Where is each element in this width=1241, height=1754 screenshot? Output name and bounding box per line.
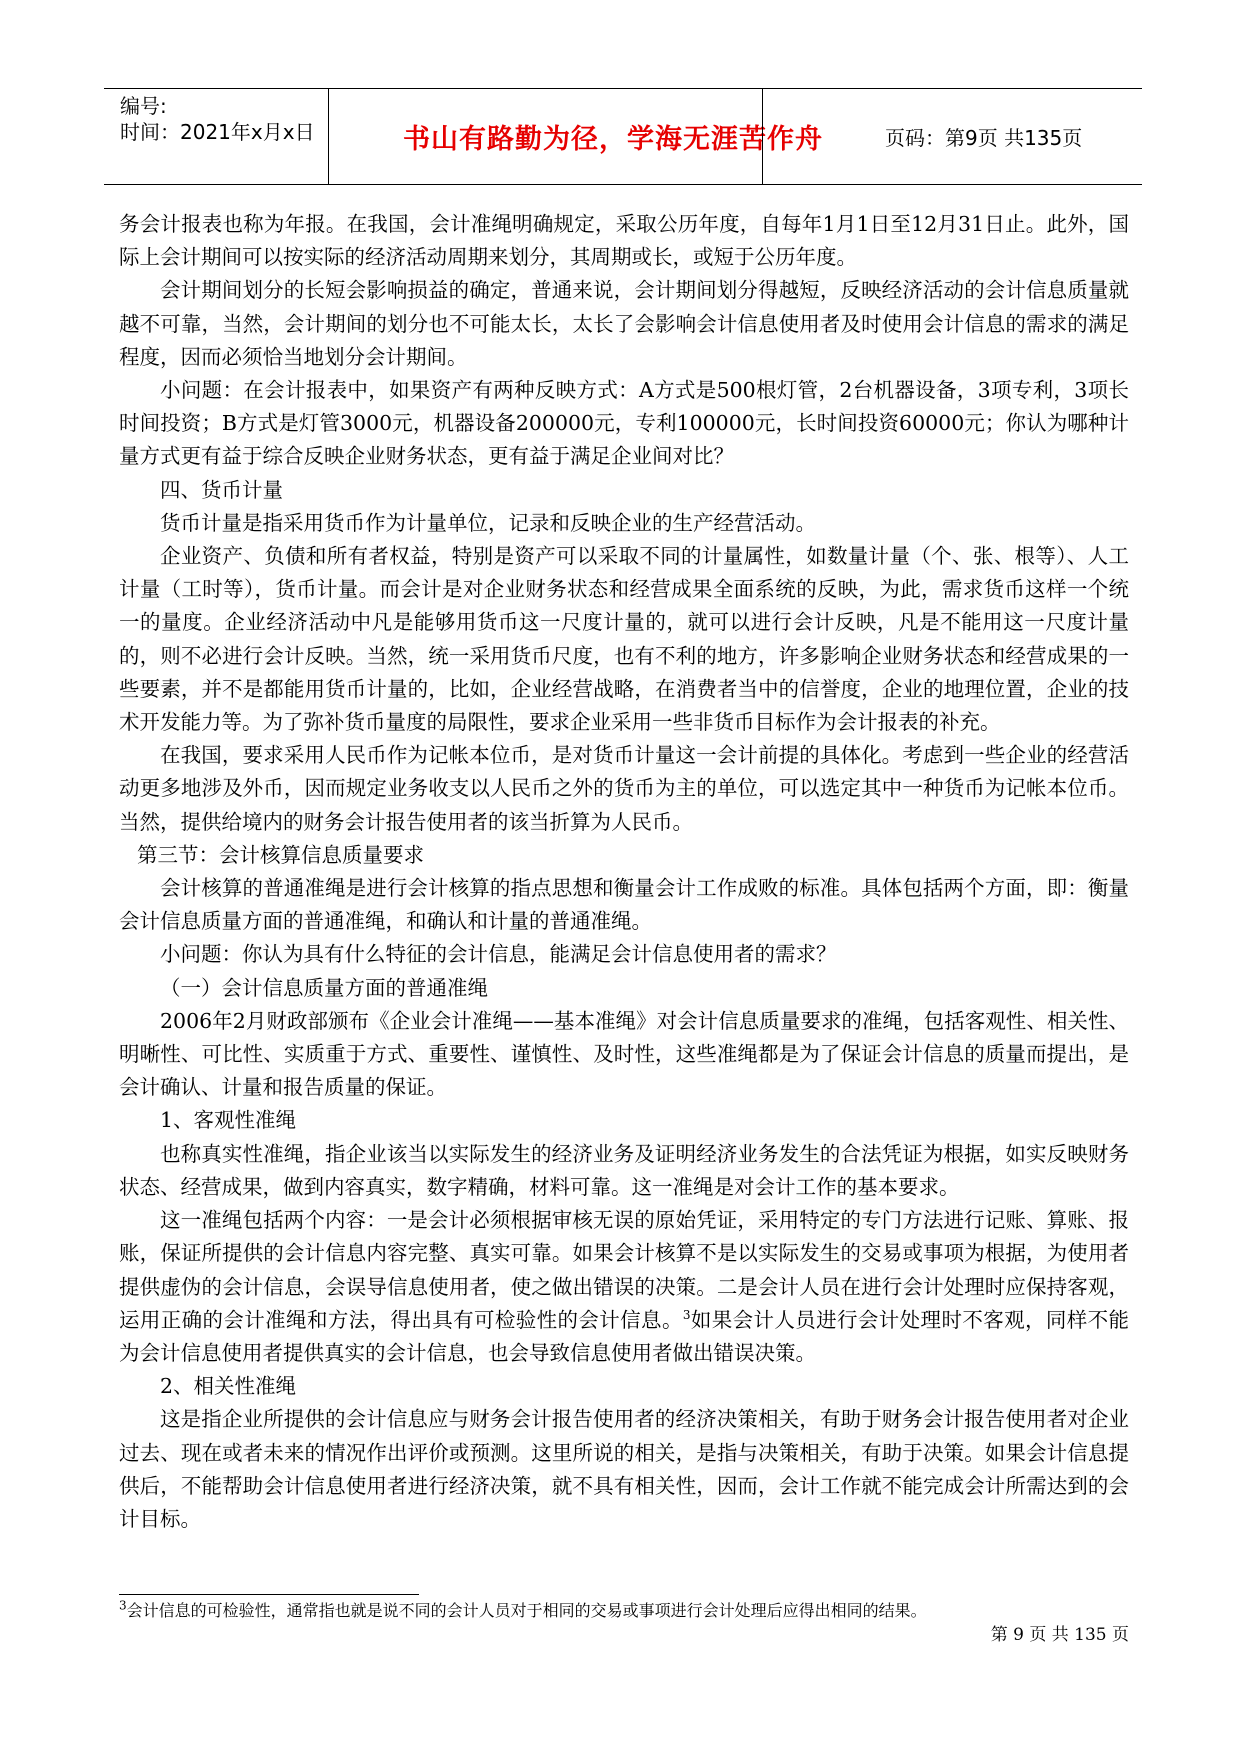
body-paragraph bbox=[119, 872, 1129, 938]
page-header bbox=[104, 88, 1142, 185]
paragraph-text: 会计期间划分的长短会影响损益的确定，普通来说，会计期间划分得越短，反映经济活动的会计信息质量就越不可靠，当然，会计期间的划分也不可能太长，太长了会影响会计信息使用者及时使用会计信息的需求的满足程度，因而必须恰当地划分会计期间。 bbox=[119, 278, 1129, 369]
footnote-reference: 3 bbox=[682, 1307, 691, 1322]
body-paragraph bbox=[119, 1204, 1129, 1370]
body-paragraph bbox=[119, 274, 1129, 374]
body-paragraph bbox=[119, 474, 1129, 507]
paragraph-text: 在我国，要求采用人民币作为记帐本位币，是对货币计量这一会计前提的具体化。考虑到一些企业的经营活动更多地涉及外币，因而规定业务收支以人民币之外的货币为主的单位，可以选定其中一种货币为记帐本位币。当然，提供给境内的财务会计报告使用者的该当折算为人民币。 bbox=[119, 743, 1129, 834]
header-page-label: 页码：第9页 共135页 bbox=[885, 126, 1083, 150]
footnote-separator bbox=[119, 1594, 419, 1595]
paragraph-text: 2、相关性准绳 bbox=[160, 1374, 297, 1399]
document-body bbox=[119, 208, 1129, 1536]
paragraph-text: 1、客观性准绳 bbox=[160, 1108, 297, 1133]
paragraph-text: 也称真实性准绳，指企业该当以实际发生的经济业务及证明经济业务发生的合法凭证为根据，如实反映财务状态、经营成果，做到内容真实，数字精确，材料可靠。这一准绳是对会计工作的基本要求。 bbox=[119, 1141, 1129, 1199]
body-paragraph bbox=[119, 1370, 1129, 1403]
footnote-mark: 3 bbox=[119, 1598, 127, 1613]
body-paragraph bbox=[119, 540, 1129, 739]
paragraph-text: 第三节：会计核算信息质量要求 bbox=[137, 842, 424, 867]
header-motto: 书山有路勤为径，学海无涯苦作舟 bbox=[403, 124, 823, 155]
footnote-text: 会计信息的可检验性，通常指也就是说不同的会计人员对于相同的交易或事项进行会计处理后应得出相同的结果。 bbox=[126, 1601, 927, 1620]
body-paragraph bbox=[119, 1005, 1129, 1105]
body-paragraph bbox=[119, 938, 1129, 971]
paragraph-text: 小问题：在会计报表中，如果资产有两种反映方式：A方式是500根灯管，2台机器设备，3项专利，3项长时间投资；B方式是灯管3000元，机器设备200000元，专利100000元，长时间投资60000元；你认为哪种计量方式更有益于综合反映企业财务状态，更有益于满足企业间对比？ bbox=[119, 378, 1129, 469]
paragraph-text: 这是指企业所提供的会计信息应与财务会计报告使用者的经济决策相关，有助于财务会计报告使用者对企业过去、现在或者未来的情况作出评价或预测。这里所说的相关，是指与决策相关，有助于决策。如果会计信息提供后，不能帮助会计信息使用者进行经济决策，就不具有相关性，因而，会计工作就不能完成会计所需达到的会计目标。 bbox=[119, 1407, 1129, 1531]
body-paragraph bbox=[119, 1138, 1129, 1204]
body-paragraph bbox=[119, 1104, 1129, 1137]
body-paragraph bbox=[119, 739, 1129, 839]
paragraph-text: 四、货币计量 bbox=[160, 477, 283, 502]
paragraph-text: 货币计量是指采用货币作为计量单位，记录和反映企业的生产经营活动。 bbox=[160, 510, 816, 535]
body-paragraph bbox=[119, 1403, 1129, 1536]
paragraph-text-continued: 如果会计人员进行会计处理时不客观，同样不能为会计信息使用者提供真实的会计信息，也会导致信息使用者做出错误决策。 bbox=[119, 1307, 1129, 1365]
paragraph-text: 这一准绳包括两个内容：一是会计必须根据审核无误的原始凭证，采用特定的专门方法进行记账、算账、报账，保证所提供的会计信息内容完整、真实可靠。如果会计核算不是以实际发生的交易或事项为根据，为使用者提供虚伪的会计信息，会误导信息使用者，使之做出错误的决策。二是会计人员在进行会计处理时应保持客观，运用正确的会计准绳和方法，得出具有可检验性的会计信息。 bbox=[119, 1208, 1129, 1332]
header-divider-left bbox=[328, 89, 329, 184]
document-time-label: 时间：2021年x月x日 bbox=[120, 120, 315, 144]
paragraph-text: 企业资产、负债和所有者权益，特别是资产可以采取不同的计量属性，如数量计量（个、张、根等）、人工计量（工时等），货币计量。而会计是对企业财务状态和经营成果全面系统的反映，为此，需求货币这样一个统一的量度。企业经济活动中凡是能够用货币这一尺度计量的，就可以进行会计反映，凡是不能用这一尺度计量的，则不必进行会计反映。当然，统一采用货币尺度，也有不利的地方，许多影响企业财务状态和经营成果的一些要素，并不是都能用货币计量的，比如，企业经营战略，在消费者当中的信誉度，企业的地理位置，企业的技术开发能力等。为了弥补货币量度的局限性，要求企业采用一些非货币目标作为会计报表的补充。 bbox=[119, 544, 1129, 735]
header-divider-right bbox=[762, 89, 763, 184]
paragraph-text: 务会计报表也称为年报。在我国，会计准绳明确规定，采取公历年度，自每年1月1日至12月31日止。此外，国际上会计期间可以按实际的经济活动周期来划分，其周期或长，或短于公历年度。 bbox=[119, 212, 1129, 270]
section-heading bbox=[119, 839, 1129, 872]
body-paragraph bbox=[119, 208, 1129, 274]
paragraph-text: 2006年2月财政部颁布《企业会计准绳——基本准绳》对会计信息质量要求的准绳，包括客观性、相关性、明晰性、可比性、实质重于方式、重要性、谨慎性、及时性，这些准绳都是为了保证会计信息的质量而提出，是会计确认、计量和报告质量的保证。 bbox=[119, 1008, 1129, 1100]
paragraph-text: 会计核算的普通准绳是进行会计核算的指点思想和衡量会计工作成败的标准。具体包括两个方面，即：衡量会计信息质量方面的普通准绳，和确认和计量的普通准绳。 bbox=[119, 876, 1129, 934]
page-footer-number: 第 9 页 共 135 页 bbox=[990, 1625, 1129, 1645]
body-paragraph bbox=[119, 972, 1129, 1005]
body-paragraph bbox=[119, 507, 1129, 540]
paragraph-text: （一）会计信息质量方面的普通准绳 bbox=[160, 975, 488, 1000]
body-paragraph bbox=[119, 374, 1129, 474]
paragraph-text: 小问题：你认为具有什么特征的会计信息，能满足会计信息使用者的需求？ bbox=[160, 942, 837, 967]
document-number-label: 编号: bbox=[120, 94, 167, 118]
footnote bbox=[119, 1600, 1129, 1622]
